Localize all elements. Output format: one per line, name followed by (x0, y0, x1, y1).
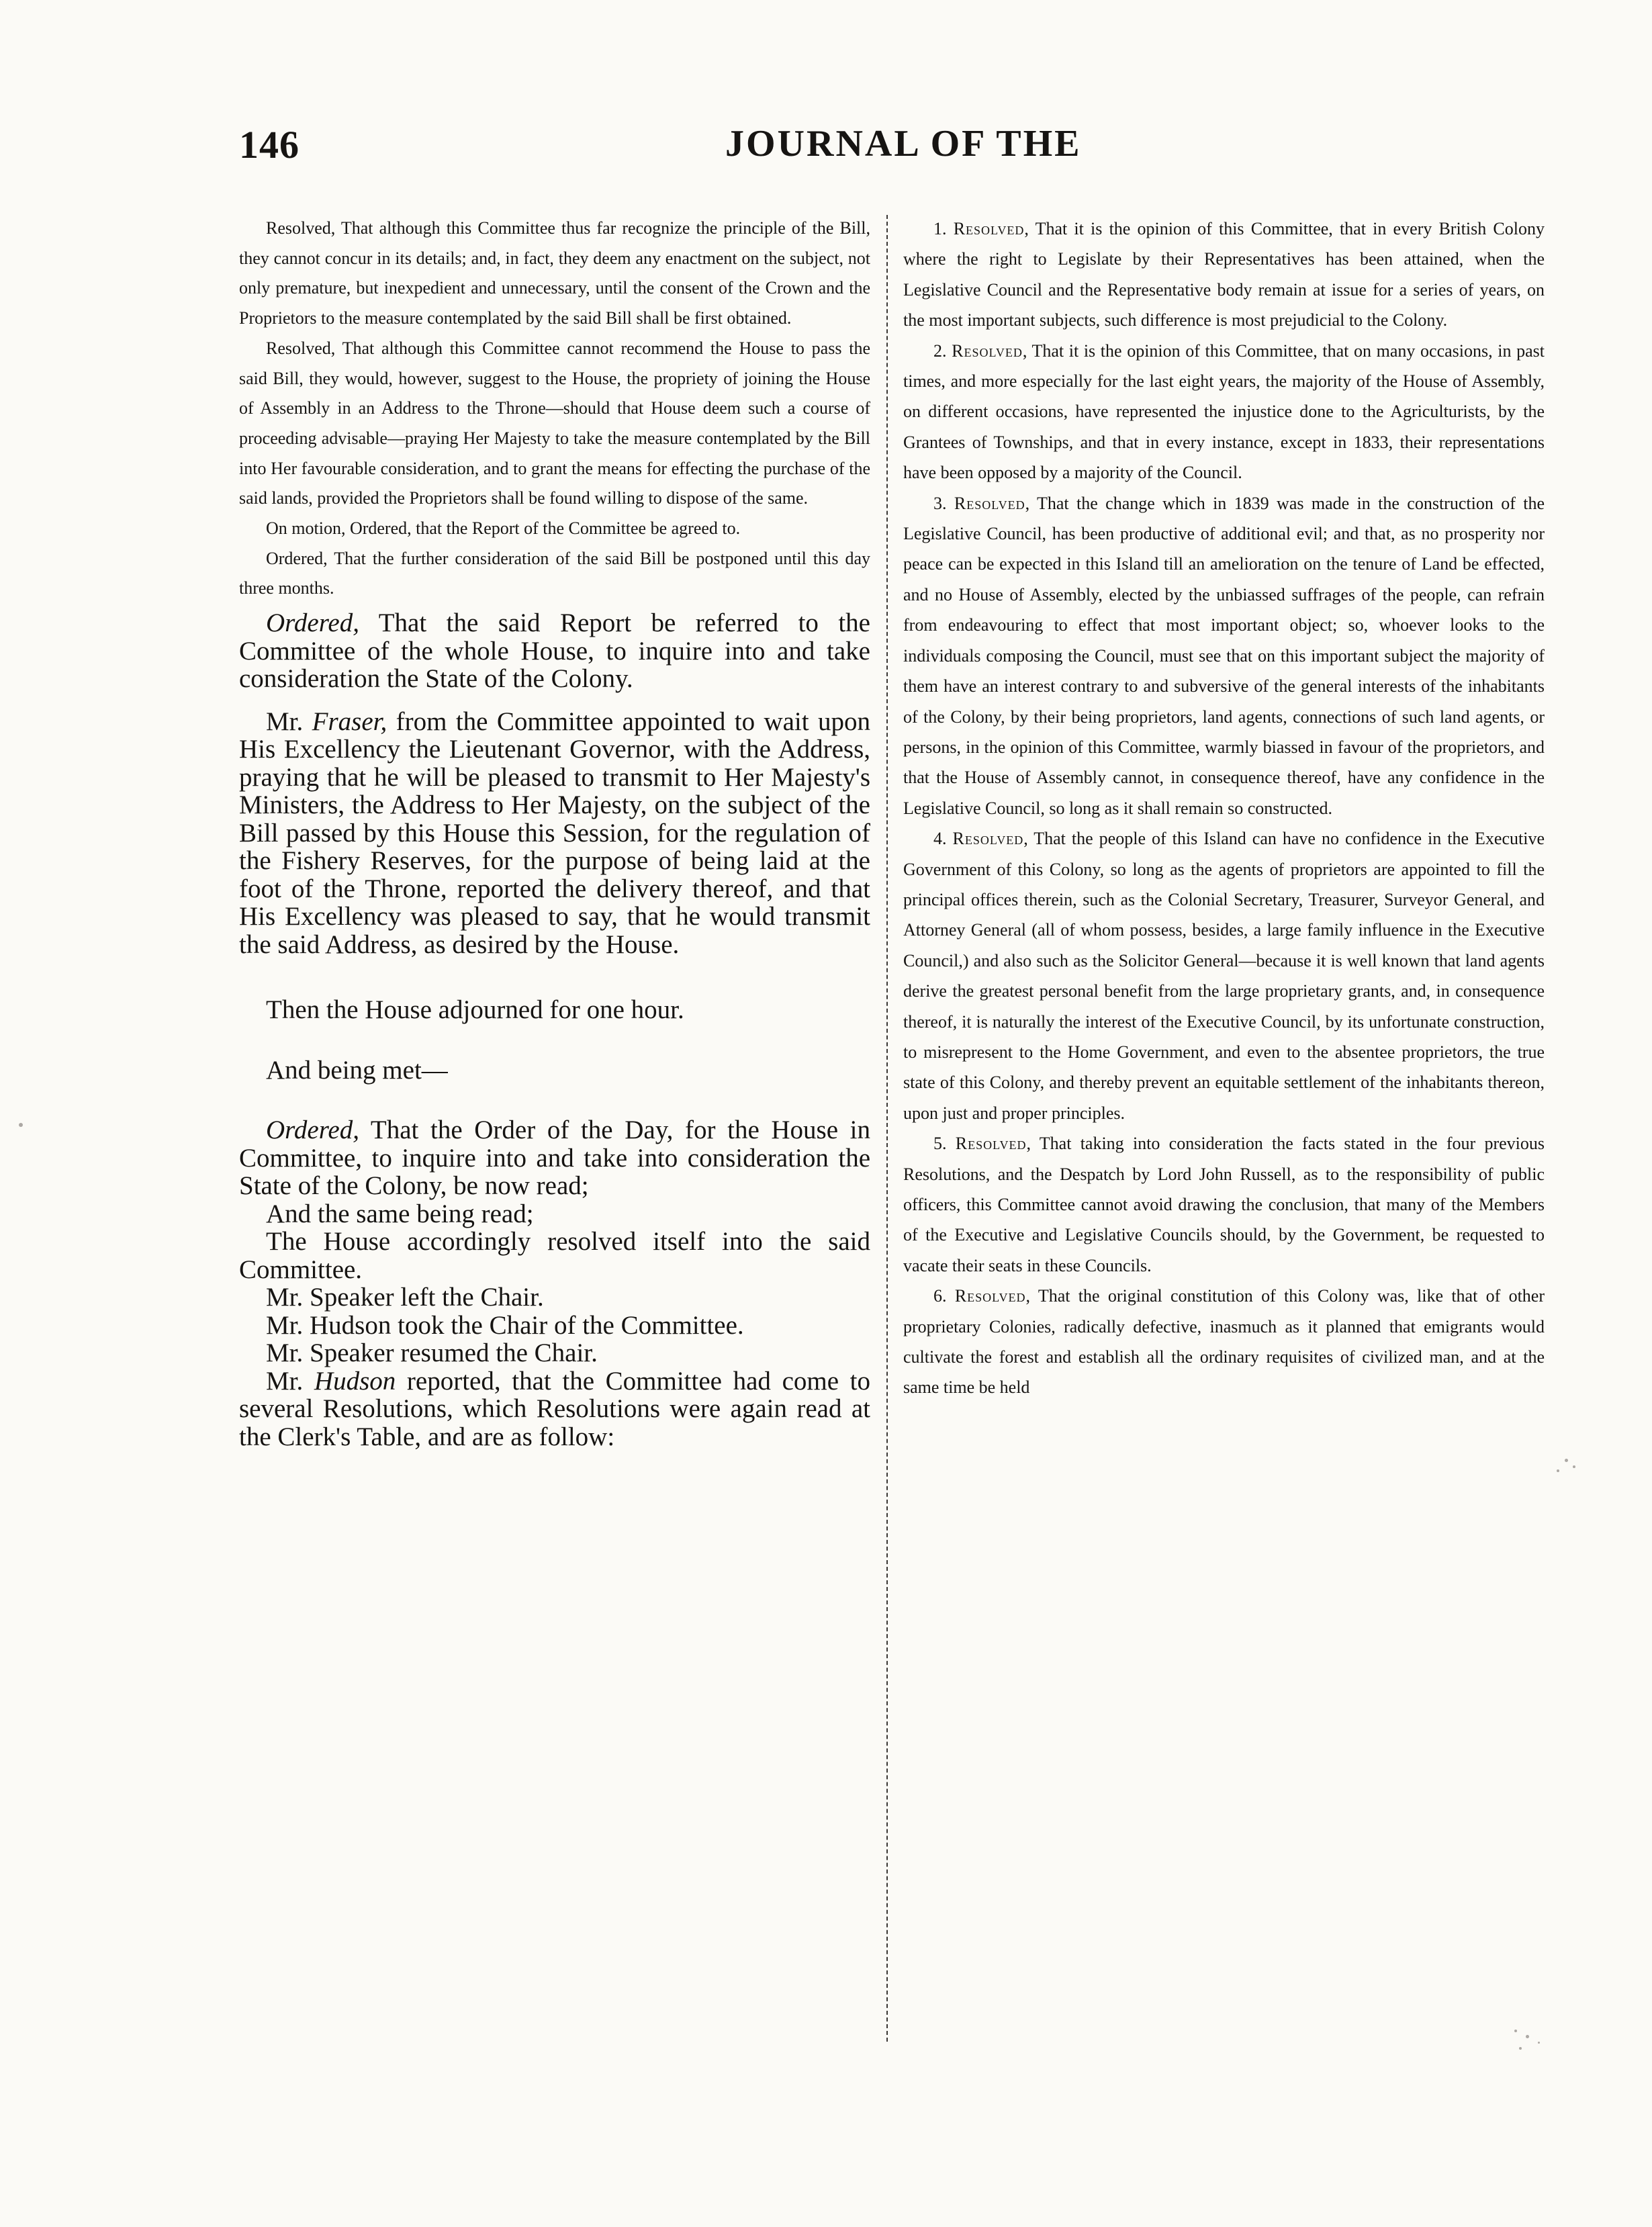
paragraph: Mr. Speaker left the Chair. (266, 1283, 544, 1312)
resolution-2 (903, 336, 1545, 488)
paragraph: Mr. Hudson took the Chair of the Committee. (266, 1310, 744, 1340)
right-column (903, 214, 1545, 1403)
ordered-lead: Ordered, (266, 608, 359, 638)
ordered-lead: Ordered, (266, 1116, 359, 1145)
left-column (239, 214, 870, 1451)
resolution-1 (903, 214, 1545, 336)
paragraph: The House accordingly resolved itself into the said Committee. (239, 1227, 870, 1284)
scan-speck (1573, 1465, 1575, 1468)
scan-speck (1557, 1469, 1559, 1472)
column-divider (886, 215, 888, 2042)
paragraph: Resolved, That although this Committee cannot recommend the House to pass the said Bill, they would, however, suggest to the House, the propriety of joining the House of Assembly in an Address to the Throne—should that House deem such a course of proceeding advisable—praying Her Majesty to take the measure contemplated by the Bill into Her favourable consideration, and to grant the means for effecting the purchase of the said lands, provided the Proprietors shall be found willing to dispose of the same. (239, 338, 870, 508)
resolution-number: 2. (933, 340, 947, 361)
scan-speck (1514, 2030, 1517, 2032)
paragraph (239, 1367, 870, 1451)
resolution-number: 5. (933, 1134, 947, 1154)
resolution-6 (903, 1281, 1545, 1403)
resolution-text: , That the original constitution of this Colony was, like that of other proprietary Colonies, radically defective, inasmuch as it planned that emigrants would cultivate the forest and establish all the ordinary requisites of civilized man, and at the same time be held (903, 1286, 1545, 1398)
scan-speck (1526, 2035, 1529, 2038)
resolved-word: Resolved (952, 829, 1024, 849)
paragraph-text: reported, that the Committee had come to several Resolutions, which Resolutions were again read at the Clerk's Table, and are as follow: (239, 1366, 871, 1451)
resolution-number: 1. (933, 219, 947, 238)
paragraph (239, 708, 870, 959)
paragraph: Resolved, That although this Committee thus far recognize the principle of the Bill, they cannot concur in its details; and, in fact, they deem any enactment on the subject, not only premature, but inexpedient and unnecessary, until the consent of the Crown and the Proprietors to the measure contemplated by the said Bill shall be first obtained. (239, 218, 870, 328)
resolution-5 (903, 1128, 1545, 1281)
resolved-word: Resolved (954, 1286, 1026, 1306)
met-line: And being met— (266, 1055, 448, 1085)
scan-speck (1565, 1459, 1568, 1462)
resolution-number: 6. (933, 1286, 947, 1306)
paragraph-text: That the said Report be referred to the Committee of the whole House, to inquire into and take consideration the State of the Colony. (239, 608, 870, 694)
paragraph: Ordered, That the further consideration of the said Bill be postponed until this day three months. (239, 548, 870, 598)
paragraph-text: Mr. (266, 1366, 314, 1396)
paragraph-text: from the Committee appointed to wait upon His Excellency the Lieutenant Governor, with the Address, praying that he will be pleased to transmit to Her Majesty's Ministers, the Address to Her Majesty, on the subject of the Bill passed by this House this Session, for the regulation of the Fishery Reserves, for the purpose of being laid at the foot of the Throne, reported the delivery thereof, and that His Excellency was pleased to say, that he would transmit the said Address, as desired by the House. (239, 707, 870, 959)
resolution-number: 4. (933, 829, 947, 849)
paragraph-text: That the Order of the Day, for the House in Committee, to inquire into and take into consideration the State of the Colony, be now read; (239, 1116, 870, 1201)
resolution-text: , That the change which in 1839 was made in the construction of the Legislative Council, has been productive of additional evil; and that, as no prosperity nor peace can be expected in this Island till an amelioration on the tenure of Land be effected, and no House of Assembly, elected by the unbiassed suffrages of the people, can refrain from endeavouring to effect that most important object; so, whoever looks to the individuals composing the Council, must see that on this important subject the majority of them have an interest contrary to and subversive of the general interests of the inhabitants of the Colony, by their being proprietors, land agents, connections of such land agents, or persons, in the opinion of this Committee, warmly biassed in favour of the proprietors, and that the House of Assembly cannot, in consequence thereof, have any confidence in the Legislative Council, so long as it shall remain so constructed. (903, 493, 1545, 818)
paragraph: And the same being read; (266, 1199, 534, 1228)
adjourned-line: Then the House adjourned for one hour. (266, 995, 684, 1025)
resolution-text: , That the people of this Island can have no confidence in the Executive Government of this Colony, so long as the agents of proprietors are appointed to fill the principal offices therein, such as the Colonial Secretary, Treasurer, Surveyor General, and Attorney General (all of whom possess, besides, a large family influence in the Executive Council,) and also such as the Solicitor General—because it is well known that land agents derive the greatest personal benefit from the large proprietary grants, and, in consequence thereof, it is naturally the interest of the Executive Council, by its unfortunate construction, to misrepresent to the Home Government, and even to the absentee proprietors, the true state of this Colony, and thereby prevent an equitable settlement of the inhabitants thereon, upon just and proper principles. (903, 829, 1545, 1123)
resolution-text: , That it is the opinion of this Committee, that on many occasions, in past times, and more especially for the last eight years, the majority of the House of Assembly, on different occasions, have represented the injustice done to the Agriculturists, by the Grantees of Townships, and that in every instance, except in 1833, their representations have been opposed by a majority of the Council. (903, 340, 1545, 483)
scan-speck (1519, 2047, 1522, 2050)
resolution-4 (903, 823, 1545, 1128)
resolved-word: Resolved (955, 1134, 1027, 1154)
resolved-word: Resolved (954, 493, 1025, 513)
paragraph: On motion, Ordered, that the Report of the Committee be agreed to. (266, 518, 741, 539)
paragraph: Mr. Speaker resumed the Chair. (266, 1338, 598, 1368)
resolution-3 (903, 488, 1545, 823)
running-head: JOURNAL OF THE (725, 123, 1082, 165)
scan-speck (1538, 2042, 1540, 2044)
member-name: Fraser, (312, 707, 387, 736)
paragraph (239, 609, 870, 693)
page-number: 146 (239, 123, 300, 167)
resolved-word: Resolved (952, 340, 1023, 361)
small-print-block (239, 214, 870, 604)
scan-speck (19, 1123, 23, 1127)
member-name: Hudson (314, 1366, 396, 1396)
large-print-block (239, 609, 870, 1451)
paragraph-text: Mr. (266, 707, 312, 736)
paragraph (239, 1116, 870, 1200)
resolution-text: , That it is the opinion of this Committee, that in every British Colony where the right to Legislate by their Representatives has been attained, when the Legislative Council and the Representative body remain at issue for a series of years, on the most important subjects, such difference is most prejudicial to the Colony. (903, 219, 1545, 330)
resolution-text: , That taking into consideration the facts stated in the four previous Resolutions, and the Despatch by Lord John Russell, as to the responsibility of public officers, this Committee cannot avoid drawing the conclusion, that many of the Members of the Executive and Legislative Councils should, by the Government, be requested to vacate their seats in these Councils. (903, 1134, 1545, 1275)
resolved-word: Resolved (953, 219, 1025, 238)
resolution-number: 3. (933, 493, 947, 513)
